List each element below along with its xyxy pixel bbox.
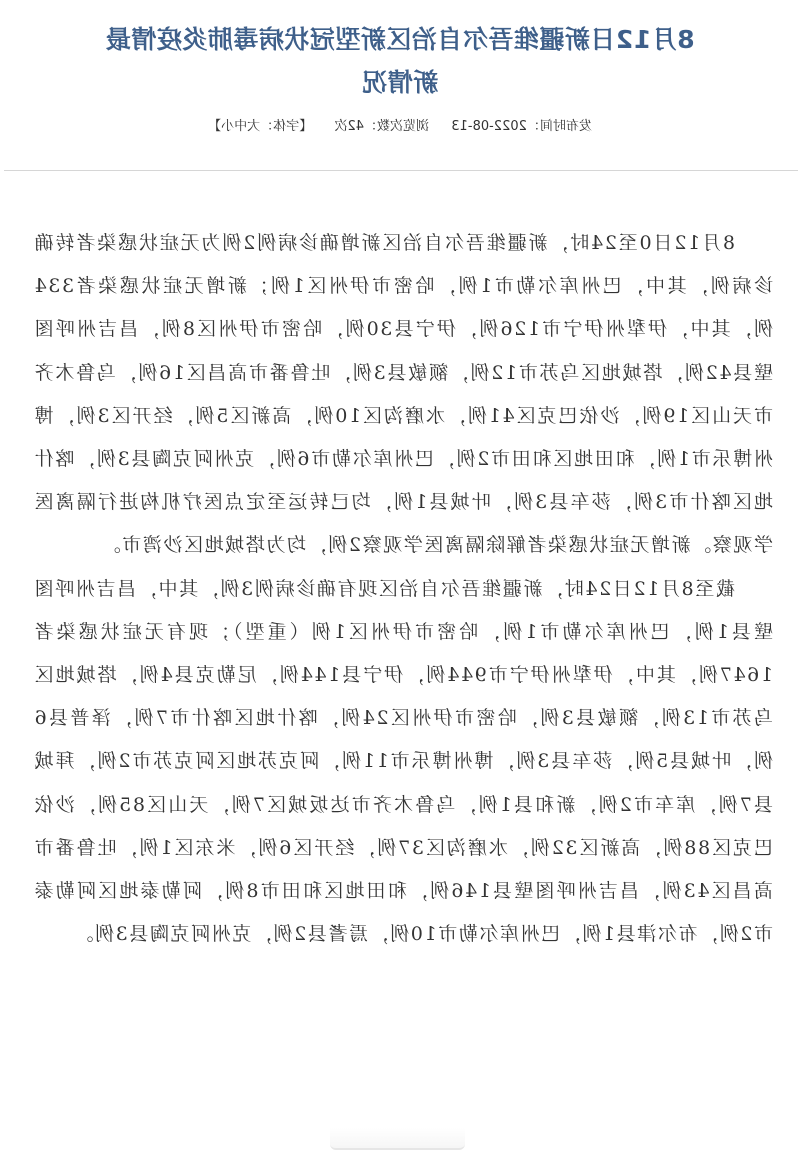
article-meta-bar <box>0 117 800 137</box>
font-size-large-link[interactable]: 大 <box>247 119 261 134</box>
font-size-medium-link[interactable]: 中 <box>234 119 248 134</box>
paragraph-new-cases: 8月12日0至24时，新疆维吾尔自治区新增确诊病例2例为无症状感染者转确诊病例，其中，巴州库尔勒市1例，哈密市伊州区1例；新增无症状感染者334例，其中，伊犁州伊宁市126例，伊宁县30例，哈密市伊州区8例，昌吉州呼图壁县42例，塔城地区乌苏市12例，额敏县3例，吐鲁番市高昌区16例，乌鲁木齐市天山区19例，沙依巴克区41例，水磨沟区10例，高新区5例，经开区3例，博州博乐市1例，和田地区和田市2例，巴州库尔勒市6例，克州阿克陶县3例，喀什地区喀什市3例，莎车县3例，叶城县1例，均已转运至定点医疗机构进行隔离医学观察。新增无症状感染者解除隔离医学观察2例，均为塔城地区沙湾市。 <box>33 232 773 557</box>
view-count: 42次 <box>334 119 365 134</box>
article-title: 8月12日新疆维吾尔自治区新型冠状病毒肺炎疫情最新情况 <box>105 25 695 97</box>
font-size-small-link[interactable]: 小 <box>221 119 235 134</box>
paragraph-current-cases: 截至8月12日24时，新疆维吾尔自治区现有确诊病例3例，其中，昌吉州呼图壁县1例，巴州库尔勒市1例，哈密市伊州区1例（重型）；现有无症状感染者1647例，其中，伊犁州伊宁市944例，伊宁县144例，尼勒克县4例，塔城地区乌苏市13例，额敏县3例，哈密市伊州区24例，喀什地区喀什市7例，泽普县6例，叶城县5例，莎车县3例，博州博乐市11例，阿克苏地区阿克苏市2例，拜城县7例，库车市2例，新和县1例，乌鲁木齐市达坂城区7例，天山区85例，沙依巴克区88例，高新区32例，水磨沟区37例，经开区6例，米东区1例，吐鲁番市高昌区43例，昌吉州呼图壁县146例，和田地区和田市8例，阿勒泰地区阿勒泰市2例，布尔津县1例，巴州库尔勒市10例，焉耆县2例，克州阿克陶县3例。 <box>33 577 773 946</box>
view-count-label: 浏览次数： <box>364 119 430 134</box>
publish-time-label: 发布时间： <box>526 119 592 134</box>
article-body <box>33 222 773 956</box>
font-size-suffix: 】 <box>208 119 222 134</box>
bottom-decoration <box>330 1128 465 1150</box>
publish-date: 2022-08-13 <box>451 119 527 134</box>
header-divider <box>4 170 798 171</box>
font-size-prefix: 【字体： <box>260 119 313 134</box>
